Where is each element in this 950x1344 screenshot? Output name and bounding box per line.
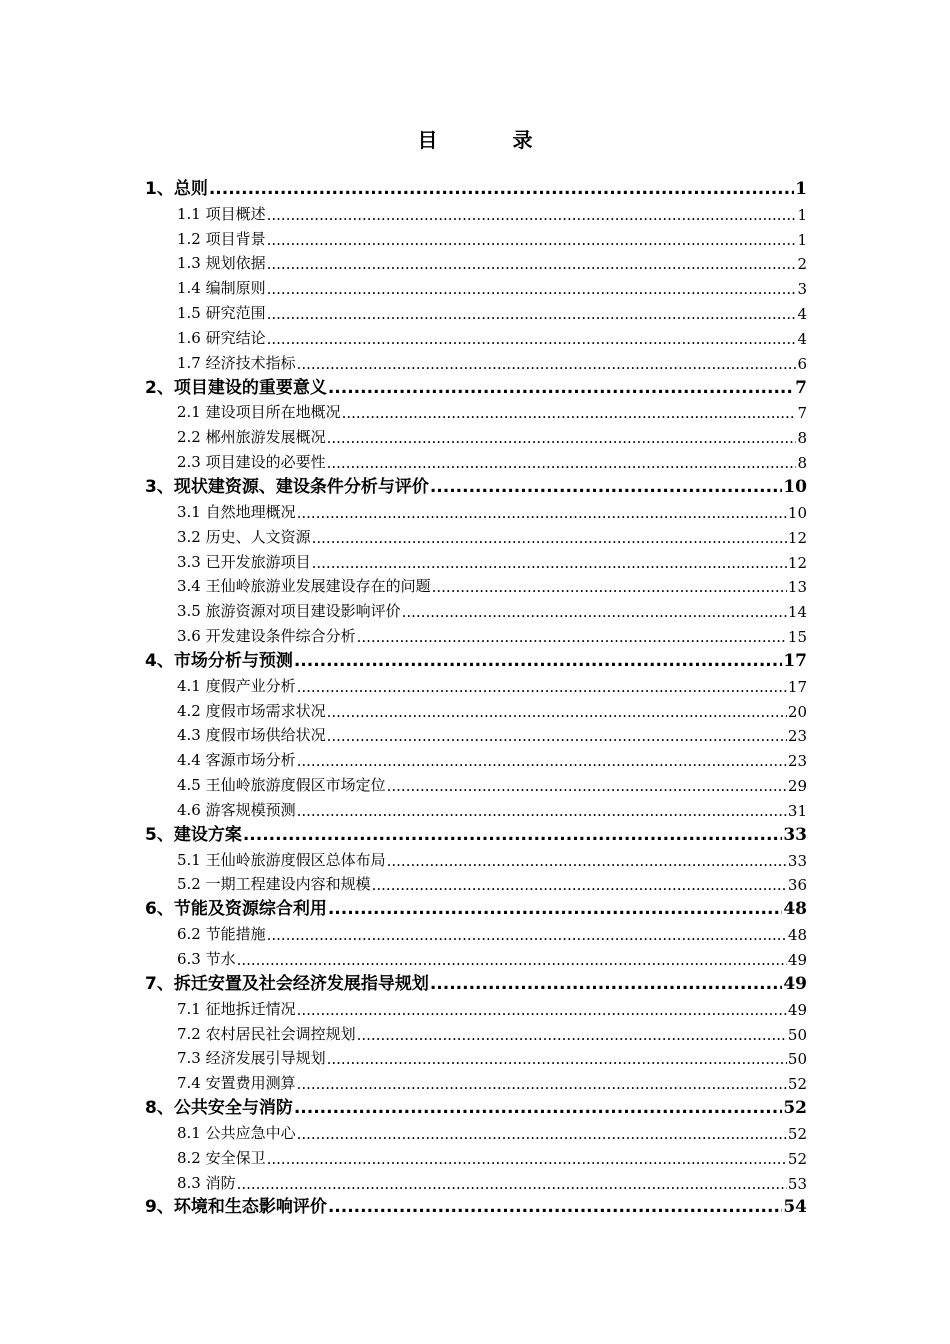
toc-page-number: 31 [787,801,807,820]
toc-page-number: 49 [787,1000,807,1019]
toc-page-number: 48 [783,899,807,920]
toc-page-number: 52 [787,1124,807,1143]
toc-dot-leader [297,504,787,522]
toc-dot-leader [237,951,787,969]
toc-dot-leader [327,429,797,447]
toc-section-entry[interactable] [145,547,807,572]
toc-dot-leader [297,355,797,373]
toc-entry-label: 6.3 节水 [177,950,236,968]
toc-dot-leader [209,179,794,199]
toc-dot-leader [357,628,787,646]
toc-entry-label: 2.2 郴州旅游发展概况 [177,428,326,447]
toc-dot-leader [243,825,782,845]
toc-section-entry[interactable] [145,224,807,249]
toc-dot-leader [312,554,787,572]
toc-section-entry[interactable] [145,422,807,447]
toc-entry-label: 9、环境和生态影响评价 [145,1197,327,1218]
toc-page-number: 29 [787,777,807,796]
toc-section-entry[interactable] [145,273,807,298]
toc-entry-label: 4.4 客源市场分析 [177,751,296,770]
toc-entry-label: 1、总则 [145,178,208,199]
toc-section-entry[interactable] [145,845,807,870]
toc-entry-label: 7.2 农村居民社会调控规划 [177,1024,356,1043]
toc-dot-leader [267,206,797,224]
toc-dot-leader [297,752,787,770]
toc-dot-leader [342,404,797,422]
toc-entry-label: 7、拆迁安置及社会经济发展指导规划 [145,973,429,994]
toc-entry-label: 8、公共安全与消防 [145,1098,293,1119]
toc-dot-leader [297,802,787,820]
toc-dot-leader [297,1001,787,1019]
toc-page-number: 8 [797,429,807,448]
toc-section-entry[interactable] [145,1143,807,1168]
toc-entry-label: 2.1 建设项目所在地概况 [177,403,341,422]
toc-dot-leader [328,378,794,398]
toc-chapter-entry[interactable] [145,472,807,497]
toc-dot-leader [432,578,787,596]
toc-entry-label: 1.2 项目背景 [177,229,266,248]
toc-entry-label: 4.1 度假产业分析 [177,676,296,695]
toc-page-number: 15 [787,628,807,647]
toc-entry-label: 2、项目建设的重要意义 [145,377,327,398]
toc-section-entry[interactable] [145,1044,807,1069]
toc-chapter-entry[interactable] [145,174,807,199]
toc-dot-leader [402,603,787,621]
toc-section-entry[interactable] [145,770,807,795]
toc-entry-label: 3、现状建资源、建设条件分析与评价 [145,476,429,497]
toc-chapter-entry[interactable] [145,1093,807,1118]
toc-page-number: 52 [787,1149,807,1168]
toc-page-number: 23 [787,727,807,746]
toc-page-number: 23 [787,752,807,771]
toc-section-entry[interactable] [145,398,807,423]
toc-dot-leader [297,1075,787,1093]
toc-page-number: 8 [797,454,807,473]
toc-entry-label: 7.4 安置费用测算 [177,1074,296,1093]
toc-chapter-entry[interactable] [145,820,807,845]
toc-entry-label: 1.4 编制原则 [177,279,266,298]
toc-dot-leader [312,529,787,547]
toc-section-entry[interactable] [145,298,807,323]
toc-section-entry[interactable] [145,1118,807,1143]
toc-entry-label: 8.2 安全保卫 [177,1148,266,1167]
toc-section-entry[interactable] [145,795,807,820]
toc-dot-leader [297,678,787,696]
toc-dot-leader [294,651,782,671]
toc-chapter-entry[interactable] [145,373,807,398]
toc-page-number: 52 [783,1098,807,1119]
toc-section-entry[interactable] [145,249,807,274]
toc-entry-label: 8.1 公共应急中心 [177,1123,296,1142]
toc-dot-leader [357,1026,787,1044]
toc-page-number: 14 [787,603,807,622]
toc-entry-label: 6.2 节能措施 [177,925,266,944]
toc-page-number: 2 [797,255,807,274]
toc-section-entry[interactable] [145,944,807,969]
toc-dot-leader [267,305,797,323]
toc-page-number: 12 [787,553,807,572]
toc-page-number: 49 [783,973,807,994]
toc-dot-leader [267,231,797,249]
toc-dot-leader [372,876,787,894]
toc-section-entry[interactable] [145,323,807,348]
toc-section-entry[interactable] [145,919,807,944]
table-of-contents [145,174,807,1217]
toc-section-entry[interactable] [145,621,807,646]
toc-dot-leader [237,1175,787,1193]
toc-section-entry[interactable] [145,696,807,721]
toc-section-entry[interactable] [145,348,807,373]
toc-entry-label: 4.2 度假市场需求状况 [177,701,326,720]
toc-dot-leader [267,255,797,273]
toc-section-entry[interactable] [145,870,807,895]
toc-page-number: 49 [787,951,807,969]
toc-page-number: 50 [787,1025,807,1044]
toc-entry-label: 2.3 项目建设的必要性 [177,453,326,472]
toc-entry-label: 5、建设方案 [145,824,242,845]
toc-entry-label: 7.1 征地拆迁情况 [177,999,296,1018]
toc-dot-leader [387,777,787,795]
toc-page-number: 12 [787,528,807,547]
toc-dot-leader [328,899,782,919]
toc-entry-label: 3.3 已开发旅游项目 [177,552,311,571]
toc-section-entry[interactable] [145,671,807,696]
toc-entry-label: 3.2 历史、人文资源 [177,527,311,546]
toc-page-number: 20 [787,702,807,721]
toc-page-number: 48 [787,926,807,945]
toc-entry-label: 3.1 自然地理概况 [177,502,296,521]
toc-entry-label: 1.1 项目概述 [177,204,266,223]
toc-dot-leader [327,703,787,721]
toc-page-number: 7 [795,377,807,398]
toc-dot-leader [267,1150,787,1168]
toc-page-number: 54 [783,1197,807,1218]
toc-section-entry[interactable] [145,522,807,547]
toc-entry-label: 1.6 研究结论 [177,328,266,347]
toc-section-entry[interactable] [145,1019,807,1044]
toc-page-number: 13 [787,578,807,597]
toc-chapter-entry[interactable] [145,1193,807,1218]
toc-chapter-entry[interactable] [145,894,807,919]
toc-page-number: 50 [787,1050,807,1069]
toc-entry-label: 6、节能及资源综合利用 [145,899,327,920]
toc-section-entry[interactable] [145,447,807,472]
toc-page-number: 17 [787,677,807,696]
toc-page-number: 33 [783,824,807,845]
toc-page-number: 1 [797,205,807,224]
toc-section-entry[interactable] [145,721,807,746]
toc-dot-leader [327,727,787,745]
toc-chapter-entry[interactable] [145,646,807,671]
toc-page-number: 1 [795,178,807,199]
toc-entry-label: 1.5 研究范围 [177,304,266,323]
toc-section-entry[interactable] [145,1068,807,1093]
toc-section-entry[interactable] [145,1168,807,1193]
toc-section-entry[interactable] [145,745,807,770]
toc-page-number: 10 [783,476,807,497]
toc-entry-label: 8.3 消防 [177,1173,236,1192]
toc-dot-leader [327,454,797,472]
toc-dot-leader [430,477,783,497]
toc-entry-label: 4.6 游客规模预测 [177,800,296,819]
toc-dot-leader [267,926,787,944]
toc-dot-leader [297,1125,787,1143]
toc-page-number: 4 [797,305,807,324]
toc-page-number: 1 [797,230,807,249]
toc-entry-label: 3.4 王仙岭旅游业发展建设存在的问题 [177,577,431,596]
toc-entry-label: 4、市场分析与预测 [145,650,293,671]
toc-page-number: 10 [787,503,807,522]
toc-entry-label: 1.3 规划依据 [177,254,266,273]
toc-page-number: 33 [787,851,807,870]
toc-page-number: 6 [797,354,807,373]
toc-entry-label: 5.1 王仙岭旅游度假区总体布局 [177,850,386,869]
toc-dot-leader [327,1050,787,1068]
toc-page-number: 53 [787,1174,807,1193]
toc-dot-leader [387,852,787,870]
toc-section-entry[interactable] [145,596,807,621]
toc-entry-label: 3.6 开发建设条件综合分析 [177,627,356,646]
toc-entry-label: 4.3 度假市场供给状况 [177,726,326,745]
toc-entry-label: 4.5 王仙岭旅游度假区市场定位 [177,776,386,795]
toc-section-entry[interactable] [145,497,807,522]
toc-page-number: 36 [787,876,807,895]
toc-page-number: 4 [797,329,807,348]
toc-entry-label: 3.5 旅游资源对项目建设影响评价 [177,602,401,621]
toc-dot-leader [328,1197,782,1217]
toc-dot-leader [267,280,797,298]
toc-entry-label: 5.2 一期工程建设内容和规模 [177,875,371,894]
toc-page-number: 17 [783,650,807,671]
toc-page-number: 52 [787,1075,807,1094]
toc-entry-label: 1.7 经济技术指标 [177,353,296,372]
toc-title: 目 录 [417,128,567,152]
toc-page-number: 3 [797,280,807,299]
toc-dot-leader [430,974,783,994]
toc-dot-leader [294,1098,782,1118]
toc-chapter-entry[interactable] [145,969,807,994]
toc-section-entry[interactable] [145,199,807,224]
toc-section-entry[interactable] [145,572,807,597]
toc-page-number: 7 [797,404,807,423]
toc-dot-leader [267,330,797,348]
toc-entry-label: 7.3 经济发展引导规划 [177,1049,326,1068]
toc-section-entry[interactable] [145,994,807,1019]
